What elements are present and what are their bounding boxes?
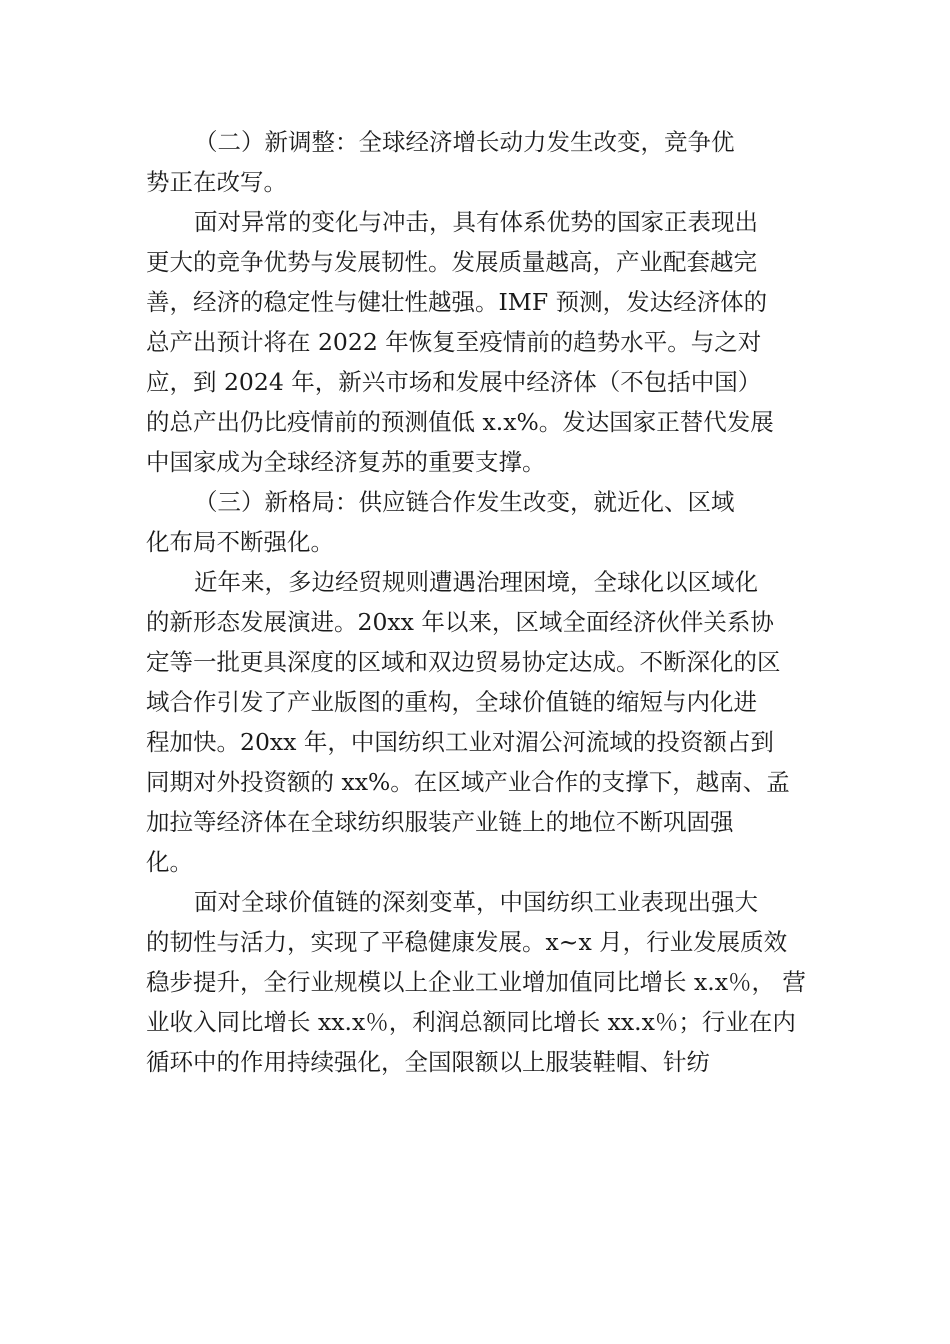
paragraph-line: 面对全球价值链的深刻变革，中国纺织工业表现出强大: [194, 888, 758, 916]
paragraph-line: 中国家成为全球经济复苏的重要支撑。: [146, 448, 546, 476]
paragraph-line: 同期对外投资额的 xx%。在区域产业合作的支撑下，越南、孟: [146, 768, 790, 796]
paragraph-line: 面对异常的变化与冲击，具有体系优势的国家正表现出: [194, 208, 758, 236]
paragraph-line: 近年来，多边经贸规则遭遇治理困境，全球化以区域化: [194, 568, 758, 596]
paragraph-line: 的韧性与活力，实现了平稳健康发展。x~x 月，行业发展质效: [146, 928, 788, 956]
paragraph-line: 程加快。20xx 年，中国纺织工业对湄公河流域的投资额占到: [146, 728, 774, 756]
heading-new-pattern: （三）新格局：供应链合作发生改变，就近化、区域: [194, 488, 735, 516]
paragraph-line: 应，到 2024 年，新兴市场和发展中经济体（不包括中国）: [146, 368, 762, 396]
paragraph-line: 业收入同比增长 xx.x％，利润总额同比增长 xx.x％；行业在内: [146, 1008, 796, 1036]
heading-new-adjustment: （二）新调整：全球经济增长动力发生改变，竞争优: [194, 128, 735, 156]
paragraph-line: 稳步提升，全行业规模以上企业工业增加值同比增长 x.x％， 营: [146, 968, 806, 996]
paragraph-line: 的总产出仍比疫情前的预测值低 x.x%。发达国家正替代发展: [146, 408, 774, 436]
paragraph-line: 化。: [146, 848, 193, 876]
heading-new-adjustment-cont: 势正在改写。: [146, 168, 287, 196]
paragraph-line: 加拉等经济体在全球纺织服装产业链上的地位不断巩固强: [146, 808, 734, 836]
paragraph-line: 更大的竞争优势与发展韧性。发展质量越高，产业配套越完: [146, 248, 757, 276]
document-body: [146, 122, 836, 1082]
paragraph-line: 总产出预计将在 2022 年恢复至疫情前的趋势水平。与之对: [146, 328, 762, 356]
paragraph-line: 善，经济的稳定性与健壮性越强。IMF 预测，发达经济体的: [146, 288, 768, 316]
paragraph-line: 域合作引发了产业版图的重构，全球价值链的缩短与内化进: [146, 688, 757, 716]
paragraph-line: 定等一批更具深度的区域和双边贸易协定达成。不断深化的区: [146, 648, 781, 676]
paragraph-line: 的新形态发展演进。20xx 年以来，区域全面经济伙伴关系协: [146, 608, 774, 636]
heading-new-pattern-cont: 化布局不断强化。: [146, 528, 334, 556]
paragraph-line: 循环中的作用持续强化，全国限额以上服装鞋帽、针纺: [146, 1048, 710, 1076]
